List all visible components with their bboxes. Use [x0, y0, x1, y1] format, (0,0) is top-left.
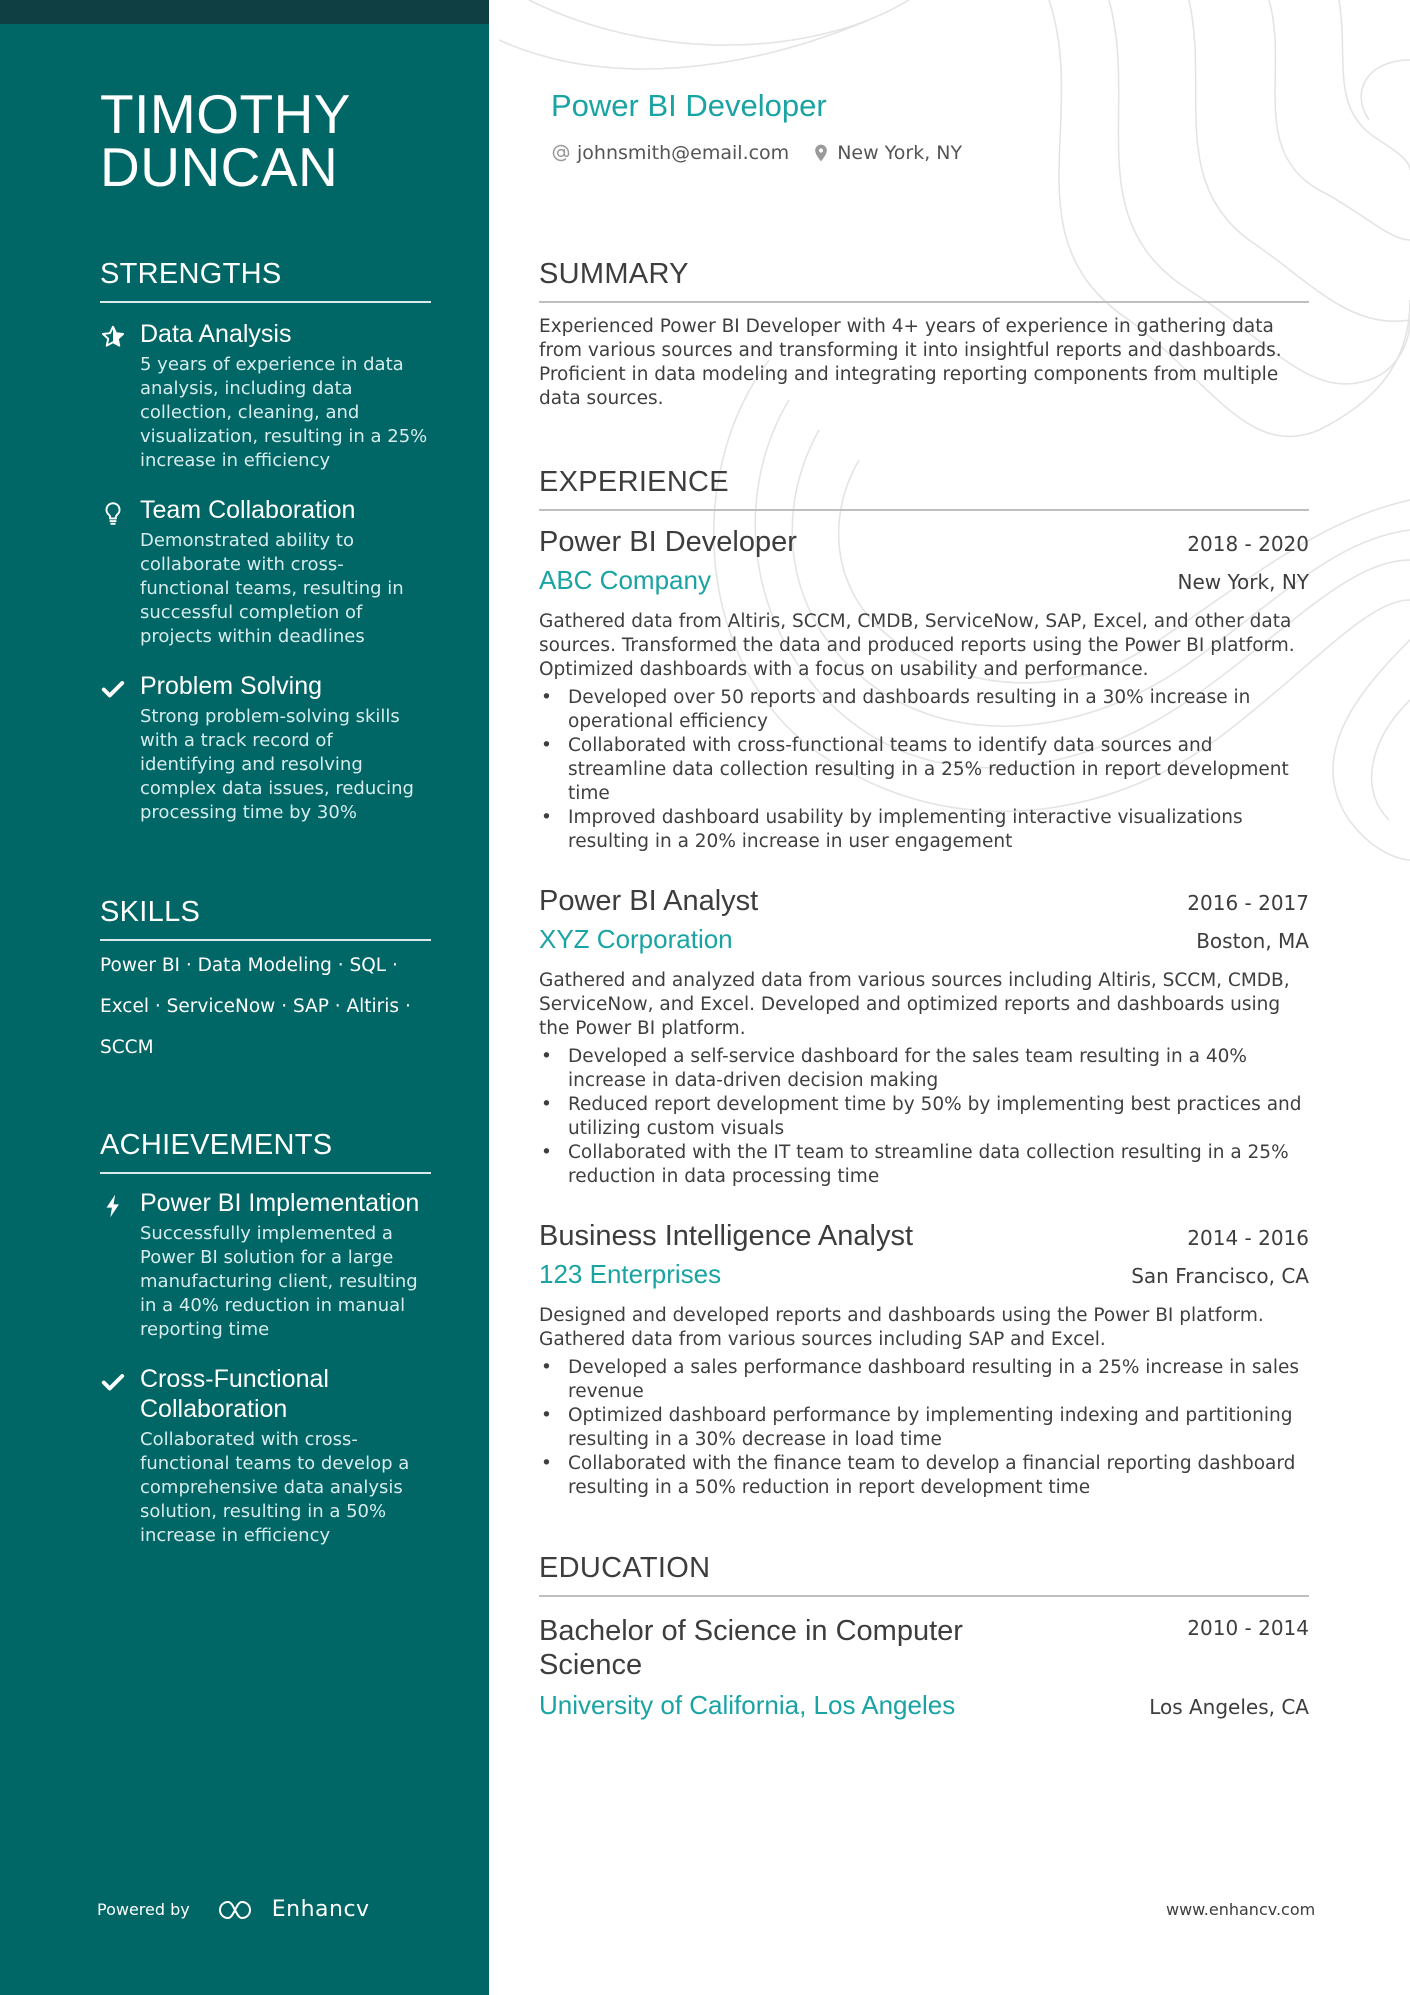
education-heading: EDUCATION [539, 1552, 1309, 1597]
job-location: Boston, MA [1196, 929, 1309, 953]
summary-section [539, 258, 1309, 411]
checkmark-icon [100, 1369, 126, 1395]
job-bullet [539, 1404, 1309, 1452]
job-bullet [539, 1141, 1309, 1189]
strength-item [100, 495, 431, 649]
location-pin-icon [811, 143, 831, 163]
summary-text: Experienced Power BI Developer with 4+ years of experience in gathering data from various sources and transforming it into insightful reports and dashboards. Proficient in data modeling and integrating reporting components from multiple data sources. [539, 316, 1282, 409]
last-name: DUNCAN [100, 136, 339, 198]
bullet-dot: • [541, 1094, 552, 1115]
job-title: Power BI Analyst [539, 885, 759, 917]
skills-heading: SKILLS [100, 896, 431, 941]
achievements-heading: ACHIEVEMENTS [100, 1129, 431, 1174]
star-icon [100, 324, 126, 350]
experience-section [539, 466, 1309, 511]
strength-description: Strong problem-solving skills with a track record of identifying and resolving complex data issues, reducing processing time by 30% [140, 706, 414, 823]
powered-by-label: Powered by [97, 1900, 190, 1919]
experience-heading: EXPERIENCE [539, 466, 1309, 511]
job-bullet-text: Improved dashboard usability by implementing interactive visualizations resulting in a 20% increase in user engagement [568, 807, 1243, 852]
job-description: Gathered data from Altiris, SCCM, CMDB, ServiceNow, SAP, Excel, and other data sources. Transformed the data and produced reports using the Power BI platform. Optimized dashboards with a focus on usability and performance. [539, 611, 1295, 680]
job-bullet-text: Collaborated with the IT team to streamline data collection resulting in a 25% reduction in data processing time [568, 1142, 1289, 1187]
job-title: Power BI Developer [539, 526, 797, 558]
job-bullet [539, 806, 1309, 854]
skills-list [100, 945, 431, 1068]
first-name: TIMOTHY [100, 83, 351, 145]
enhancv-brand-name: Enhancv [271, 1897, 370, 1922]
powered-by [97, 1897, 370, 1922]
strength-title: Data Analysis [140, 320, 292, 348]
job-bullet [539, 1093, 1309, 1141]
headline-title: Power BI Developer [551, 88, 827, 123]
bullet-dot: • [541, 1046, 552, 1067]
job-bullet-text: Collaborated with the finance team to develop a financial reporting dashboard resulting in a 50% reduction in report development time [568, 1453, 1296, 1498]
skills-line: Power BI · Data Modeling · SQL · [100, 955, 398, 976]
school-name[interactable]: University of California, Los Angeles [539, 1690, 956, 1720]
education-dates: 2010 - 2014 [1187, 1616, 1309, 1640]
achievement-item [100, 1188, 431, 1342]
job-bullet [539, 734, 1309, 806]
experience-entry [539, 1220, 1309, 1500]
footer-url[interactable]: www.enhancv.com [1166, 1900, 1316, 1919]
job-bullets [539, 686, 1309, 854]
strength-item [100, 671, 431, 825]
achievement-item [100, 1364, 431, 1548]
job-dates: 2018 - 2020 [1187, 532, 1309, 556]
job-description: Designed and developed reports and dashboards using the Power BI platform. Gathered data from various sources including SAP and Excel. [539, 1305, 1264, 1350]
job-bullet-text: Developed a self-service dashboard for the sales team resulting in a 40% increase in data-driven decision making [568, 1046, 1247, 1091]
skills-line: Excel · ServiceNow · SAP · Altiris · [100, 996, 411, 1017]
strength-item [100, 319, 431, 473]
bullet-dot: • [541, 1357, 552, 1378]
job-bullet-text: Developed a sales performance dashboard resulting in a 25% increase in sales revenue [568, 1357, 1300, 1402]
job-bullet [539, 686, 1309, 734]
candidate-name [100, 83, 351, 198]
degree-title: Bachelor of Science in Computer Science [539, 1615, 963, 1681]
email-text: johnsmith@email.com [577, 142, 790, 164]
achievement-title: Power BI Implementation [140, 1189, 420, 1217]
location-text: New York, NY [837, 142, 963, 164]
job-description: Gathered and analyzed data from various sources including Altiris, SCCM, CMDB, ServiceNow, and Excel. Developed and optimized reports and dashboards using the Power BI platform. [539, 970, 1290, 1039]
education-section [539, 1552, 1309, 1597]
education-location: Los Angeles, CA [1149, 1695, 1309, 1719]
bullet-dot: • [541, 1142, 552, 1163]
company-name[interactable]: ABC Company [539, 565, 711, 595]
job-bullets [539, 1045, 1309, 1189]
strengths-section [100, 258, 431, 825]
job-dates: 2014 - 2016 [1187, 1226, 1309, 1250]
achievement-title: Cross-Functional Collaboration [140, 1365, 329, 1423]
strength-description: 5 years of experience in data analysis, including data collection, cleaning, and visualization, resulting in a 25% increase in efficiency [140, 354, 428, 471]
job-location: New York, NY [1177, 570, 1309, 594]
at-sign-icon [551, 143, 571, 163]
checkmark-icon [100, 676, 126, 702]
contact-location [811, 142, 962, 164]
achievement-description: Successfully implemented a Power BI solution for a large manufacturing client, resulting in a 40% reduction in manual reporting time [140, 1223, 418, 1340]
skills-section [100, 896, 431, 1068]
skills-line: SCCM [100, 1037, 154, 1058]
job-bullet-text: Optimized dashboard performance by implementing indexing and partitioning resulting in a 30% decrease in load time [568, 1405, 1293, 1450]
job-bullet-text: Developed over 50 reports and dashboards resulting in a 30% increase in operational efficiency [568, 687, 1251, 732]
contact-email[interactable] [551, 142, 789, 164]
enhancv-logo-icon [218, 1899, 264, 1921]
achievements-section [100, 1129, 431, 1548]
job-location: San Francisco, CA [1131, 1264, 1309, 1288]
job-bullets [539, 1356, 1309, 1500]
job-bullet-text: Collaborated with cross-functional teams to identify data sources and streamline data collection resulting in a 25% reduction in report development time [568, 735, 1289, 804]
company-name[interactable]: XYZ Corporation [539, 924, 733, 954]
experience-entry [539, 885, 1309, 1189]
sidebar-top-band [0, 0, 489, 24]
bullet-dot: • [541, 687, 552, 708]
sidebar [0, 0, 489, 1995]
bullet-dot: • [541, 1453, 552, 1474]
contact-info [551, 142, 984, 164]
job-bullet [539, 1452, 1309, 1500]
strength-description: Demonstrated ability to collaborate with cross-functional teams, resulting in successful completion of projects within deadlines [140, 530, 404, 647]
lightning-icon [100, 1193, 126, 1219]
bullet-dot: • [541, 735, 552, 756]
job-title: Business Intelligence Analyst [539, 1220, 913, 1252]
job-dates: 2016 - 2017 [1187, 891, 1309, 915]
achievement-description: Collaborated with cross-functional teams to develop a comprehensive data analysis solution, resulting in a 50% increase in efficiency [140, 1429, 410, 1546]
job-bullet [539, 1045, 1309, 1093]
strengths-heading: STRENGTHS [100, 258, 431, 303]
education-entry [539, 1614, 1309, 1721]
bullet-dot: • [541, 807, 552, 828]
job-bullet-text: Reduced report development time by 50% by implementing best practices and utilizing custom visuals [568, 1094, 1302, 1139]
summary-heading: SUMMARY [539, 258, 1309, 303]
lightbulb-icon [100, 500, 126, 526]
enhancv-logo[interactable] [218, 1897, 370, 1922]
job-bullet [539, 1356, 1309, 1404]
strength-title: Problem Solving [140, 672, 323, 700]
company-name[interactable]: 123 Enterprises [539, 1259, 722, 1289]
experience-entry [539, 526, 1309, 854]
bullet-dot: • [541, 1405, 552, 1426]
strength-title: Team Collaboration [140, 496, 356, 524]
